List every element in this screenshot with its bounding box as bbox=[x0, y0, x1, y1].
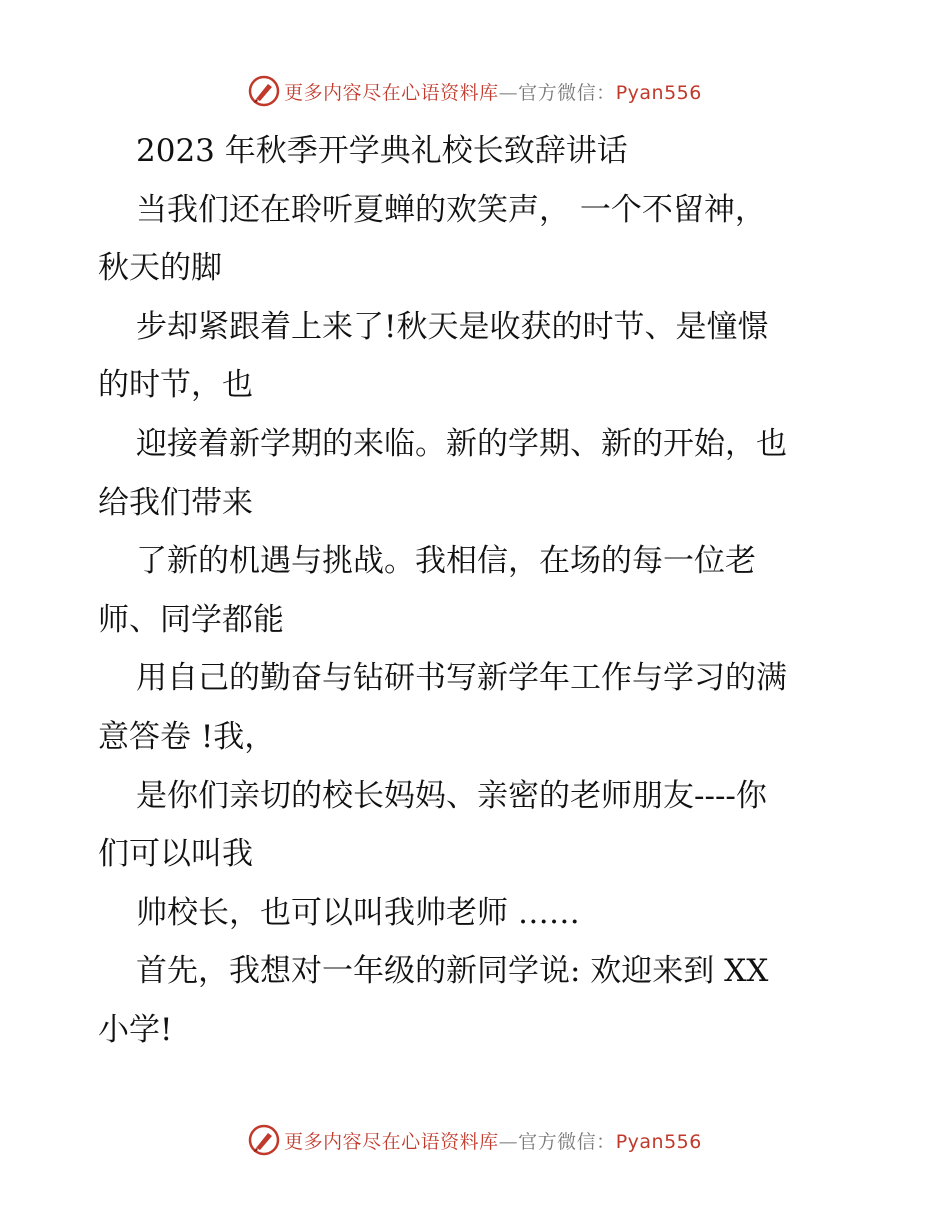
document-body bbox=[98, 122, 858, 1060]
text-line: 当我们还在聆听夏蝉的欢笑声， 一个不留神， bbox=[136, 191, 766, 228]
text-line: 迎接着新学期的来临。新的学期、新的开始，也 bbox=[136, 425, 787, 462]
text-line: 的时节，也 bbox=[98, 367, 253, 404]
banner-text: 更多内容尽在心语资料库—官方微信：Pyan556 bbox=[284, 1130, 702, 1153]
text-line: 给我们带来 bbox=[98, 484, 253, 521]
document-title: 2023 年秋季开学典礼校长致辞讲话 bbox=[136, 133, 628, 169]
text-line: 步却紧跟着上来了!秋天是收获的时节、是憧憬 bbox=[136, 308, 769, 345]
text-line: 秋天的脚 bbox=[98, 250, 222, 287]
text-line: 小学! bbox=[98, 1011, 173, 1048]
text-line: 首先，我想对一年级的新同学说: 欢迎来到 XX bbox=[136, 953, 769, 990]
footer-watermark-banner bbox=[0, 1120, 950, 1160]
header-watermark-banner bbox=[0, 71, 950, 111]
text-line: 意答卷 !我， bbox=[98, 718, 276, 755]
text-line: 帅校长，也可以叫我帅老师 …… bbox=[136, 894, 580, 931]
text-line: 了新的机遇与挑战。我相信，在场的每一位老 bbox=[136, 543, 756, 580]
paragraph-lines bbox=[98, 181, 858, 1060]
text-line: 用自己的勤奋与钻研书写新学年工作与学习的满 bbox=[136, 660, 787, 697]
pen-logo-icon bbox=[248, 75, 280, 107]
banner-text: 更多内容尽在心语资料库—官方微信：Pyan556 bbox=[284, 81, 702, 104]
text-line: 是你们亲切的校长妈妈、亲密的老师朋友----你 bbox=[136, 777, 767, 814]
text-line: 师、同学都能 bbox=[98, 601, 284, 638]
pen-logo-icon bbox=[248, 1124, 280, 1156]
text-line: 们可以叫我 bbox=[98, 836, 253, 873]
